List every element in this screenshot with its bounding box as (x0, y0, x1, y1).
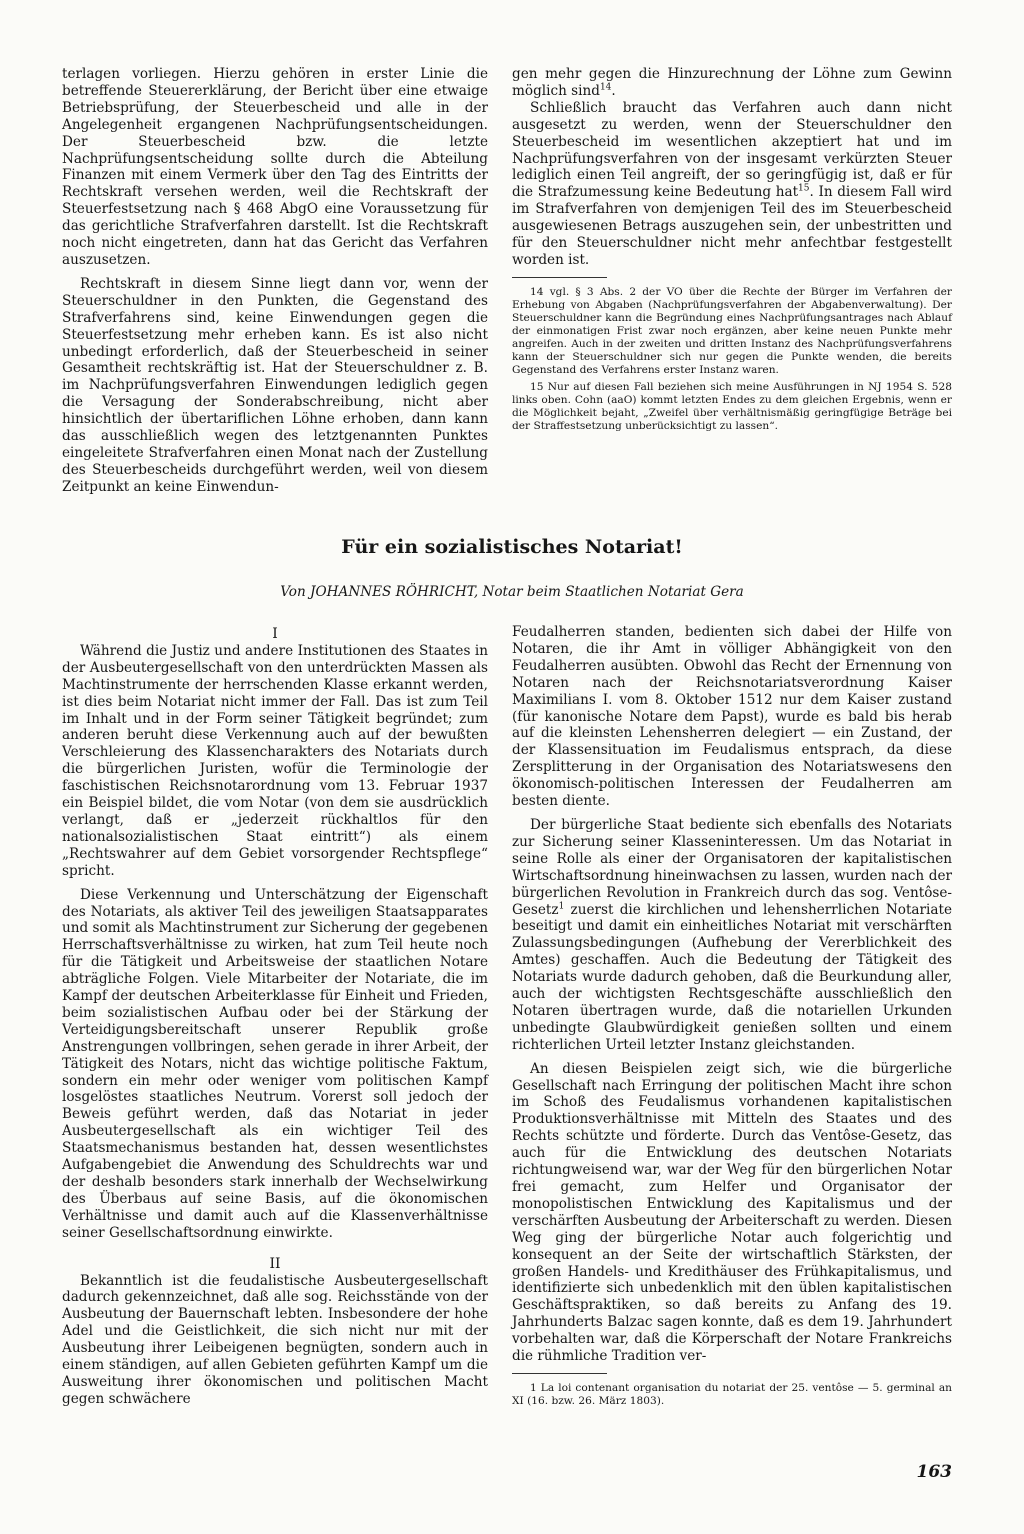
paragraph: Der bürgerliche Staat bediente sich ebenfalls des Notariats zur Sicherung seiner Klasseninteressen. Um das Notariat in seine Rolle als einer der Organisatoren der kapitalistischen Wirtschaftsordnung hineinwachsen zu lassen, wurden nach der bürgerlichen Revolution in Frankreich durch das sog. Ventôse-Gesetz$^1$ zuerst die kirchlichen und lehensherrlichen Notariate beseitigt und damit ein einheitliches Notariat mit verschärften Zulassungsbedingungen (Aufhebung der Vererblichkeit des Amtes) geschaffen. Auch die Bedeutung der Tätigkeit des Notariats wurde dadurch gehoben, daß die Beurkundung aller, auch der wichtigsten Rechtsgeschäfte ausschließlich den Notaren übertragen wurde, daß die notariellen Urkunden unbedingte Glaubwürdigkeit genießen sollten und einem richterlichen Urteil letzter Instanz gleichstanden. (512, 816, 952, 1053)
paragraph: Feudalherren standen, bedienten sich dabei der Hilfe von Notaren, die ihr Amt in völliger Abhängigkeit von den Feudalherren ausübten. Obwohl das Recht der Ernennung von Notaren nach der Reichsnotariatsverordnung Kaiser Maximilians I. vom 8. Oktober 1512 nur dem Kaiser zustand (für kanonische Notare dem Papst), wurde es bald bis herab auf die kleinsten Lehensherren delegiert — ein Zustand, der der Klassensituation im Feudalismus entsprach, da diese Zersplitterung in der Organisation des Notariatswesens den ökonomisch-politischen Interessen der Feudalherren am besten diente. (512, 624, 952, 810)
footnote-1: 1 La loi contenant organisation du notariat der 25. ventôse — 5. germinal an XI (16. bzw. 26. März 1803). (512, 1381, 952, 1407)
paragraph: Rechtskraft in diesem Sinne liegt dann vor, wenn der Steuerschuldner in den Punkten, die Gegenstand des Strafverfahrens sind, keine Einwendungen gegen die Steuerfestsetzung mehr erheben kann. Es ist also nicht unbedingt erforderlich, daß der Steuerbescheid in seiner Gesamtheit rechtskräftig ist. Hat der Steuerschuldner z. B. im Nachprüfungsverfahren Einwendungen lediglich gegen die Versagung der Sonderabschreibung, nicht aber hinsichtlich der übertariflichen Löhne erhoben, dann kann das ausschließlich wegen des letztgenannten Punktes eingeleitete Strafverfahren einen Monat nach der Zustellung des Steuerbescheids durchgeführt werden, weil von diesem Zeitpunkt an keine Einwendun- (62, 275, 488, 495)
paragraph: Schließlich braucht das Verfahren auch dann nicht ausgesetzt zu werden, wenn der Steuerschuldner den Steuerbescheid im wesentlichen akzeptiert hat und im Nachprüfungsverfahren von der insgesamt verkürzten Steuer lediglich einen Teil angreift, der so geringfügig ist, daß er für die Strafzumessung keine Bedeutung hat$^{15}$. In diesem Fall wird im Strafverfahren von demjenigen Teil des im Steuerbescheid ausgewiesenen Betrags auszugehen sein, der unbestritten und für den Steuerschuldner nicht mehr anfechtbar festgestellt worden ist. (512, 99, 953, 268)
footnote-ref: 14 (599, 82, 612, 93)
footnote-divider (512, 1373, 607, 1374)
paragraph: Bekanntlich ist die feudalistische Ausbeutergesellschaft dadurch gekennzeichnet, daß alle sog. Reichsstände von der Ausbeutung der Bauernschaft lebten. Insbesondere der hohe Adel und die Geistlichkeit, die sich nicht nur mit der Ausbeutung ihrer Leibeigenen begnügten, sondern auch in einem ständigen, auf allen Gebieten geführten Kampf um die Ausweitung ihrer ökonomischen und politischen Macht gegen schwächere (62, 1272, 488, 1407)
paragraph: Während die Justiz und andere Institutionen des Staates in der Ausbeutergesellschaft von den unterdrückten Massen als Machtinstrumente der herrschenden Klasse erkannt werden, ist dies beim Notariat nicht immer der Fall. Das ist zum Teil im Inhalt und in der Form seiner Tätigkeit begründet; zum anderen beruht diese Verkennung auch auf der bewußten Verschleierung des Klassencharakters des Notariats durch die bürgerlichen Juristen, wofür die Terminologie der faschistischen Reichsnotarordnung vom 13. Februar 1937 ein Beispiel bildet, die vom Notar (von dem sie ausdrücklich verlangt, daß er „jederzeit rückhaltlos für den nationalsozialistischen Staat eintritt“) als einem „Rechtswahrer auf dem Gebiet vorsorgender Rechtspflege“ spricht. (62, 642, 488, 879)
paragraph: gen mehr gegen die Hinzurechnung der Löhne zum Gewinn möglich sind$^{14}$. (512, 66, 952, 99)
bottom-right-column (512, 624, 952, 1408)
paragraph: An diesen Beispielen zeigt sich, wie die bürgerliche Gesellschaft nach Erringung der politischen Macht ihre schon im Schoß des Feudalismus vorhandenen kapitalistischen Produktionsverhältnisse mit Mitteln des Staates und des Rechts schützte und förderte. Durch das Ventôse-Gesetz, das auch für die Entwicklung des deutschen Notariats richtungweisend war, war der Weg für den bürgerlichen Notar frei gemacht, zum Helfer und Organisator der monopolistischen Entwicklung des Kapitalismus und der verschärften Ausbeutung der Arbeiterschaft zu werden. Diesen Weg ging der bürgerliche Notar auch folgerichtig und konsequent an der Seite der wirtschaftlich Stärksten, der großen Handels- und Kredithäuser des Frühkapitalismus, und identifizierte sich unbedenklich mit den üblen kapitalistischen Geschäftspraktiken, so daß bereits zu Anfang des 19. Jahrhunderts Balzac sagen konnte, daß es dem 19. Jahrhundert vorbehalten war, daß die Körperschaft der Notare Frankreichs die rühmliche Tradition ver- (512, 1060, 952, 1365)
page-number: 163 (916, 1462, 952, 1482)
paragraph: terlagen vorliegen. Hierzu gehören in erster Linie die betreffende Steuererklärung, der Bericht über eine etwaige Betriebsprüfung, der Steuerbescheid und alle in der Angelegenheit ergangenen Nachprüfungsentscheidungen. Der Steuerbescheid bzw. die letzte Nachprüfungsentscheidung sollte durch die Abteilung Finanzen mit einem Vermerk über den Tag des Eintritts der Rechtskraft versehen werden, weil die Rechtskraft der Steuerfestsetzung nach § 468 AbgO eine Voraussetzung für das gerichtliche Strafverfahren darstellt. Ist die Rechtskraft noch nicht eingetreten, dann hat das Gericht das Verfahren auszusetzen. (62, 66, 488, 268)
footnote-ref: 15 (798, 183, 810, 194)
footnote-ref: 1 (558, 900, 565, 911)
footnote-14: 14 vgl. § 3 Abs. 2 der VO über die Rechte der Bürger im Verfahren der Erhebung von Abgaben (Nachprüfungsverfahren der Abgabenverwaltung). Der Steuerschuldner kann die Begründung eines Nachprüfungsantrages nach Ablauf der einmonatigen Frist zwar noch ergänzen, aber keine neuen Punkte mehr angreifen. Auch in der zweiten und dritten Instanz des Nachprüfungsverfahrens kann der Steuerschuldner sich nur gegen die Punkte wenden, die bereits Gegenstand des Verfahrens erster Instanz waren. (512, 285, 952, 376)
paragraph: Diese Verkennung und Unterschätzung der Eigenschaft des Notariats, als aktiver Teil des jeweiligen Staatsapparates und somit als Machtinstrument zur Sicherung der gegebenen Herrschaftsverhältnisse zu wirken, hat zum Teil heute noch für die Tätigkeit und Arbeitsweise der staatlichen Notare abträgliche Folgen. Viele Mitarbeiter der Notariate, die im Kampf der deutschen Arbeiterklasse für Einheit und Frieden, beim sozialistischen Aufbau oder bei der Stärkung der Verteidigungsbereitschaft unserer Republik große Anstrengungen vollbringen, sehen gerade in ihrer Arbeit, der Tätigkeit des Notars, nicht das wichtige politische Faktum, sondern ein mehr oder weniger vom politischen Kampf losgelöstes staatliches Neutrum. Vorerst soll jedoch der Beweis geführt werden, daß das Notariat in jeder Ausbeutergesellschaft als ein wichtiger Teil des Staatsmechanismus bestanden hat, dessen wesentlichstes Aufgabengebiet die Anwendung des Schuldrechts war und der deshalb besonders stark innerhalb der Wechselwirkung des Überbaus auf seine Basis, auf die ökonomischen Verhältnisse und damit auch auf die Klassenverhältnisse seiner Gesellschaftsordnung einwirkte. (62, 886, 488, 1241)
footnote-divider (512, 277, 607, 278)
section-heading: II (269, 1255, 281, 1272)
top-right-column (512, 66, 952, 433)
section-heading: I (272, 626, 278, 642)
article-byline: Von JOHANNES RÖHRICHT, Notar beim Staatlichen Notariat Gera (280, 584, 744, 600)
top-left-column (62, 66, 488, 496)
footnote-15: 15 Nur auf diesen Fall beziehen sich meine Ausführungen in NJ 1954 S. 528 links oben. Cohn (aaO) kommt letzten Endes zu dem gleichen Ergebnis, wenn er die Möglichkeit bejaht, „Zweifel über verhältnismäßig geringfügige Beträge bei der Straffestsetzung unberücksichtigt zu lassen“. (512, 380, 952, 432)
article-title: Für ein sozialistisches Notariat! (341, 536, 683, 558)
bottom-left-column (62, 626, 488, 1408)
